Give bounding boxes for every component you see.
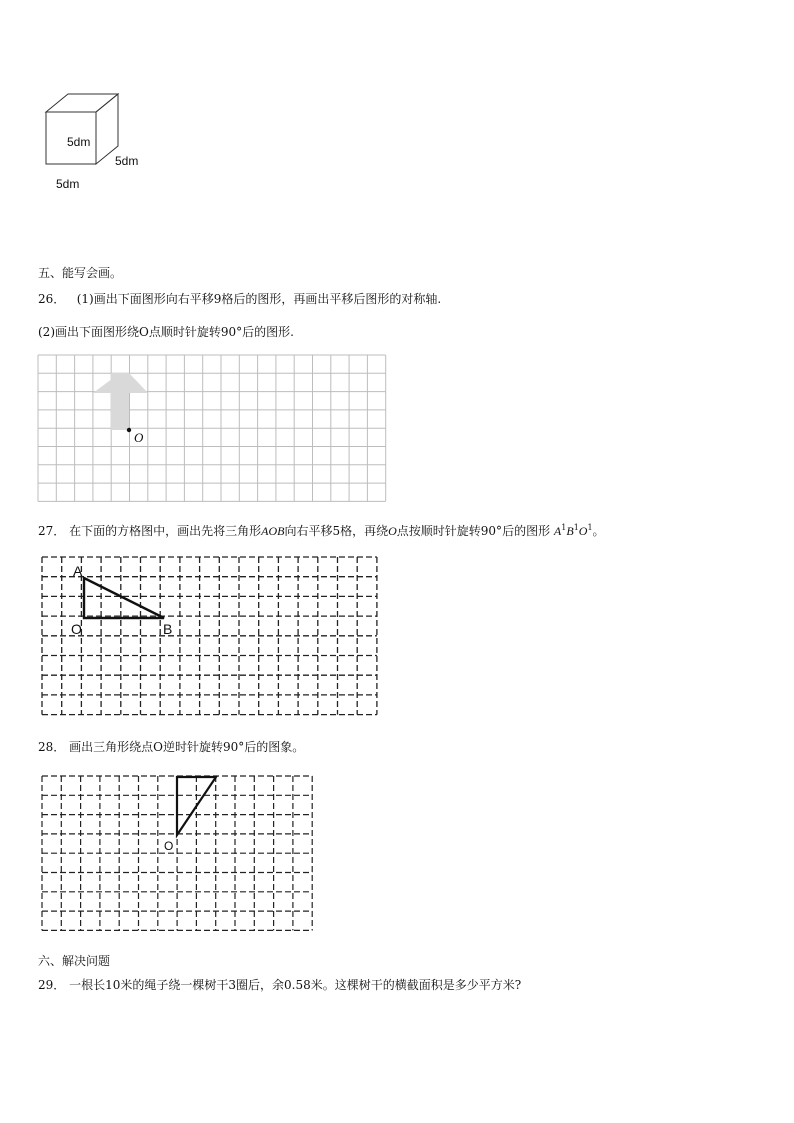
cube-bottom-label: 5dm (56, 177, 80, 191)
section-6-title: 六、解决问题 (38, 954, 111, 968)
q26-part1: (1)画出下面图形向右平移9格后的图形，再画出平移后图形的对称轴. (76, 292, 442, 306)
q27-label-a: A (73, 563, 83, 579)
q26-number: 26． (38, 292, 66, 306)
q27-label-o: O (71, 621, 82, 637)
q28-text: 画出三角形绕点O逆时针旋转90°后的图象。 (69, 740, 305, 754)
point-o (127, 428, 131, 432)
q29-text: 一根长10米的绳子绕一棵树干3圈后，余0.58米。这棵树干的横截面积是多少平方米? (69, 978, 522, 992)
q29-number: 29． (38, 978, 66, 992)
arrow-head (93, 373, 148, 393)
cube-front-label: 5dm (67, 135, 91, 149)
triangle-aob (84, 578, 164, 618)
q26-part2: (2)画出下面图形绕O点顺时针旋转90°后的图形. (38, 325, 294, 339)
q27-question: 27． 在下面的方格图中，画出先将三角形AOB向右平移5格，再绕O点按顺时针旋转90°后的图形 $A^1B^1O^1$。 (38, 523, 605, 538)
q26-point-o-label: O (134, 430, 144, 445)
section-5-title: 五、能写会画。 (38, 266, 123, 280)
q27-label-b: B (163, 621, 173, 637)
q28-grid (42, 776, 317, 932)
q27-number: 27． (38, 524, 66, 538)
q26-grid (38, 355, 388, 503)
q27-grid (42, 557, 382, 719)
q28-number: 28． (38, 740, 66, 754)
arrow-stem (111, 393, 129, 430)
q28-label-o: O (164, 839, 174, 853)
cube-side-label: 5dm (115, 154, 139, 168)
